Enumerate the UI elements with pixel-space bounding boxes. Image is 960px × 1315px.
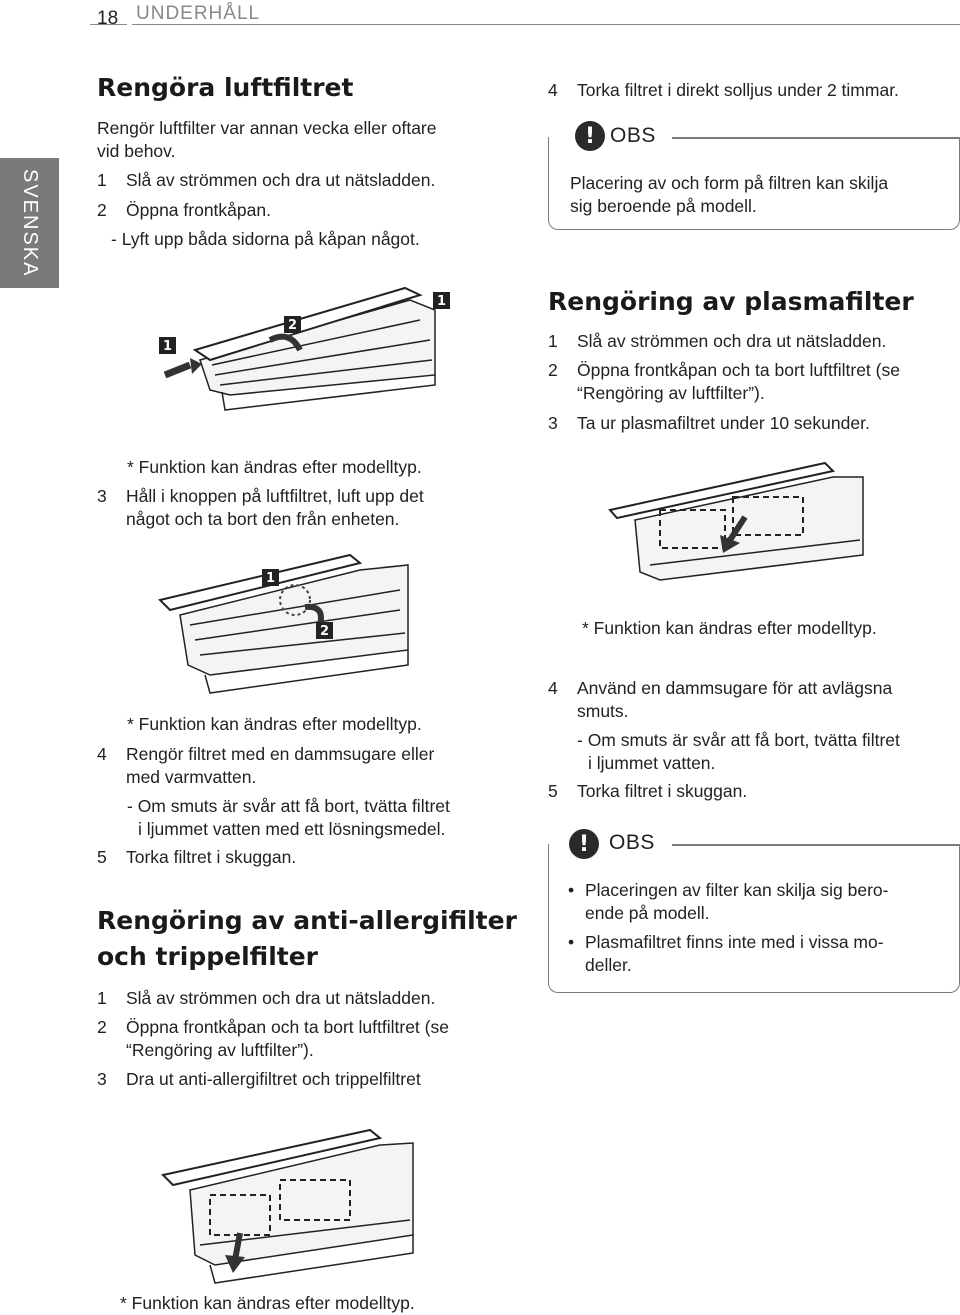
figure-remove-plasma-filter xyxy=(605,455,875,585)
step-text: Dra ut anti-allergifiltret och trippelfiltret xyxy=(126,1069,421,1089)
step-text: Torka filtret i direkt solljus under 2 timmar. xyxy=(577,80,899,100)
step-text: Torka filtret i skuggan. xyxy=(577,781,748,801)
page-number: 18 xyxy=(97,8,119,29)
header-rule xyxy=(132,24,960,25)
s1-step-3-line-2: något och ta bort den från enheten. xyxy=(126,509,400,529)
s1-note-1: * Funktion kan ändras efter modelltyp. xyxy=(127,457,422,477)
figure-open-front-cover xyxy=(150,280,460,420)
s1-step-4-sub-1: - Om smuts är svår att få bort, tvätta filtret xyxy=(127,796,450,816)
step-number: 1 xyxy=(97,170,107,190)
bullet-text: Plasmafiltret finns inte med i vissa mo- xyxy=(585,932,884,952)
step-text: Rengör filtret med en dammsugare eller xyxy=(126,744,435,764)
heading-anti-allergy-2: och trippelfilter xyxy=(97,942,318,971)
step-text: Slå av strömmen och dra ut nätsladden. xyxy=(126,988,436,1008)
svg-text:1: 1 xyxy=(162,339,173,354)
obs-1-line-2: sig beroende på modell. xyxy=(570,196,757,216)
step-text: Öppna frontkåpan och ta bort luftfiltret (se xyxy=(577,360,900,380)
warning-icon: ! xyxy=(569,829,599,859)
step-text: Öppna frontkåpan. xyxy=(126,200,271,220)
obs-label: OBS xyxy=(609,831,655,854)
step-text: Använd en dammsugare för att avlägsna xyxy=(577,678,893,698)
obs-2-bullet-1-line-2: ende på modell. xyxy=(585,903,710,923)
obs-1-line-1: Placering av och form på filtren kan skilja xyxy=(570,173,889,193)
step-number: 1 xyxy=(97,988,107,1008)
step-text: Ta ur plasmafiltret under 10 sekunder. xyxy=(577,413,870,433)
step-number: 2 xyxy=(97,1017,107,1037)
heading-clean-air-filter: Rengöra luftfiltret xyxy=(97,73,354,102)
svg-text:1: 1 xyxy=(265,571,276,586)
figure-pull-out-anti-allergy-filter xyxy=(155,1125,420,1285)
s2-note: * Funktion kan ändras efter modelltyp. xyxy=(120,1293,415,1313)
step-text: Slå av strömmen och dra ut nätsladden. xyxy=(577,331,887,351)
language-tab xyxy=(0,158,59,288)
obs-2-bullet-2-line-2: deller. xyxy=(585,955,632,975)
p-note: * Funktion kan ändras efter modelltyp. xyxy=(582,618,877,638)
s1-step-4-sub-2: i ljummet vatten med ett lösningsmedel. xyxy=(138,819,446,839)
svg-text:2: 2 xyxy=(287,318,298,333)
step-text: Torka filtret i skuggan. xyxy=(126,847,297,867)
svg-text:2: 2 xyxy=(319,624,330,639)
s1-step-4-line-2: med varmvatten. xyxy=(126,767,257,787)
s2-step-2-line-2: “Rengöring av luftfilter”). xyxy=(126,1040,314,1060)
figure-remove-air-filter xyxy=(150,545,420,695)
step-text: Håll i knoppen på luftfiltret, luft upp det xyxy=(126,486,424,506)
step-number: 3 xyxy=(97,486,107,506)
step-number: 4 xyxy=(548,678,558,698)
step-text: Öppna frontkåpan och ta bort luftfiltret (se xyxy=(126,1017,449,1037)
step-number: 1 xyxy=(548,331,558,351)
language-tab-label: SVENSKA xyxy=(19,168,41,278)
s1-note-2: * Funktion kan ändras efter modelltyp. xyxy=(127,714,422,734)
p-step-4-sub-2: i ljummet vatten. xyxy=(588,753,716,773)
section-title: UNDERHÅLL xyxy=(136,3,261,24)
svg-text:1: 1 xyxy=(436,294,447,309)
p-step-4-sub-1: - Om smuts är svår att få bort, tvätta filtret xyxy=(577,730,900,750)
obs-box-2-rule xyxy=(672,844,959,846)
heading-plasma-filter: Rengöring av plasmafilter xyxy=(548,287,914,316)
step-number: 2 xyxy=(548,360,558,380)
step-number: 2 xyxy=(97,200,107,220)
heading-anti-allergy-1: Rengöring av anti-allergifilter xyxy=(97,906,517,935)
obs-box-1-rule xyxy=(672,137,959,139)
warning-icon: ! xyxy=(575,121,605,151)
obs-label: OBS xyxy=(610,124,656,147)
p-step-2-line-2: “Rengöring av luftfilter”). xyxy=(577,383,765,403)
p-step-4-line-2: smuts. xyxy=(577,701,629,721)
step-number: 5 xyxy=(97,847,107,867)
step-number: 3 xyxy=(97,1069,107,1089)
step-number: 4 xyxy=(97,744,107,764)
step-number: 5 xyxy=(548,781,558,801)
bullet-dot: • xyxy=(568,880,575,900)
step-number: 3 xyxy=(548,413,558,433)
intro-line-2: vid behov. xyxy=(97,141,176,161)
bullet-text: Placeringen av filter kan skilja sig bero- xyxy=(585,880,889,900)
intro-line-1: Rengör luftfilter var annan vecka eller oftare xyxy=(97,118,437,138)
step-number: 4 xyxy=(548,80,558,100)
s1-step-2-sub: - Lyft upp båda sidorna på kåpan något. xyxy=(111,229,420,249)
step-text: Slå av strömmen och dra ut nätsladden. xyxy=(126,170,436,190)
bullet-dot: • xyxy=(568,932,575,952)
